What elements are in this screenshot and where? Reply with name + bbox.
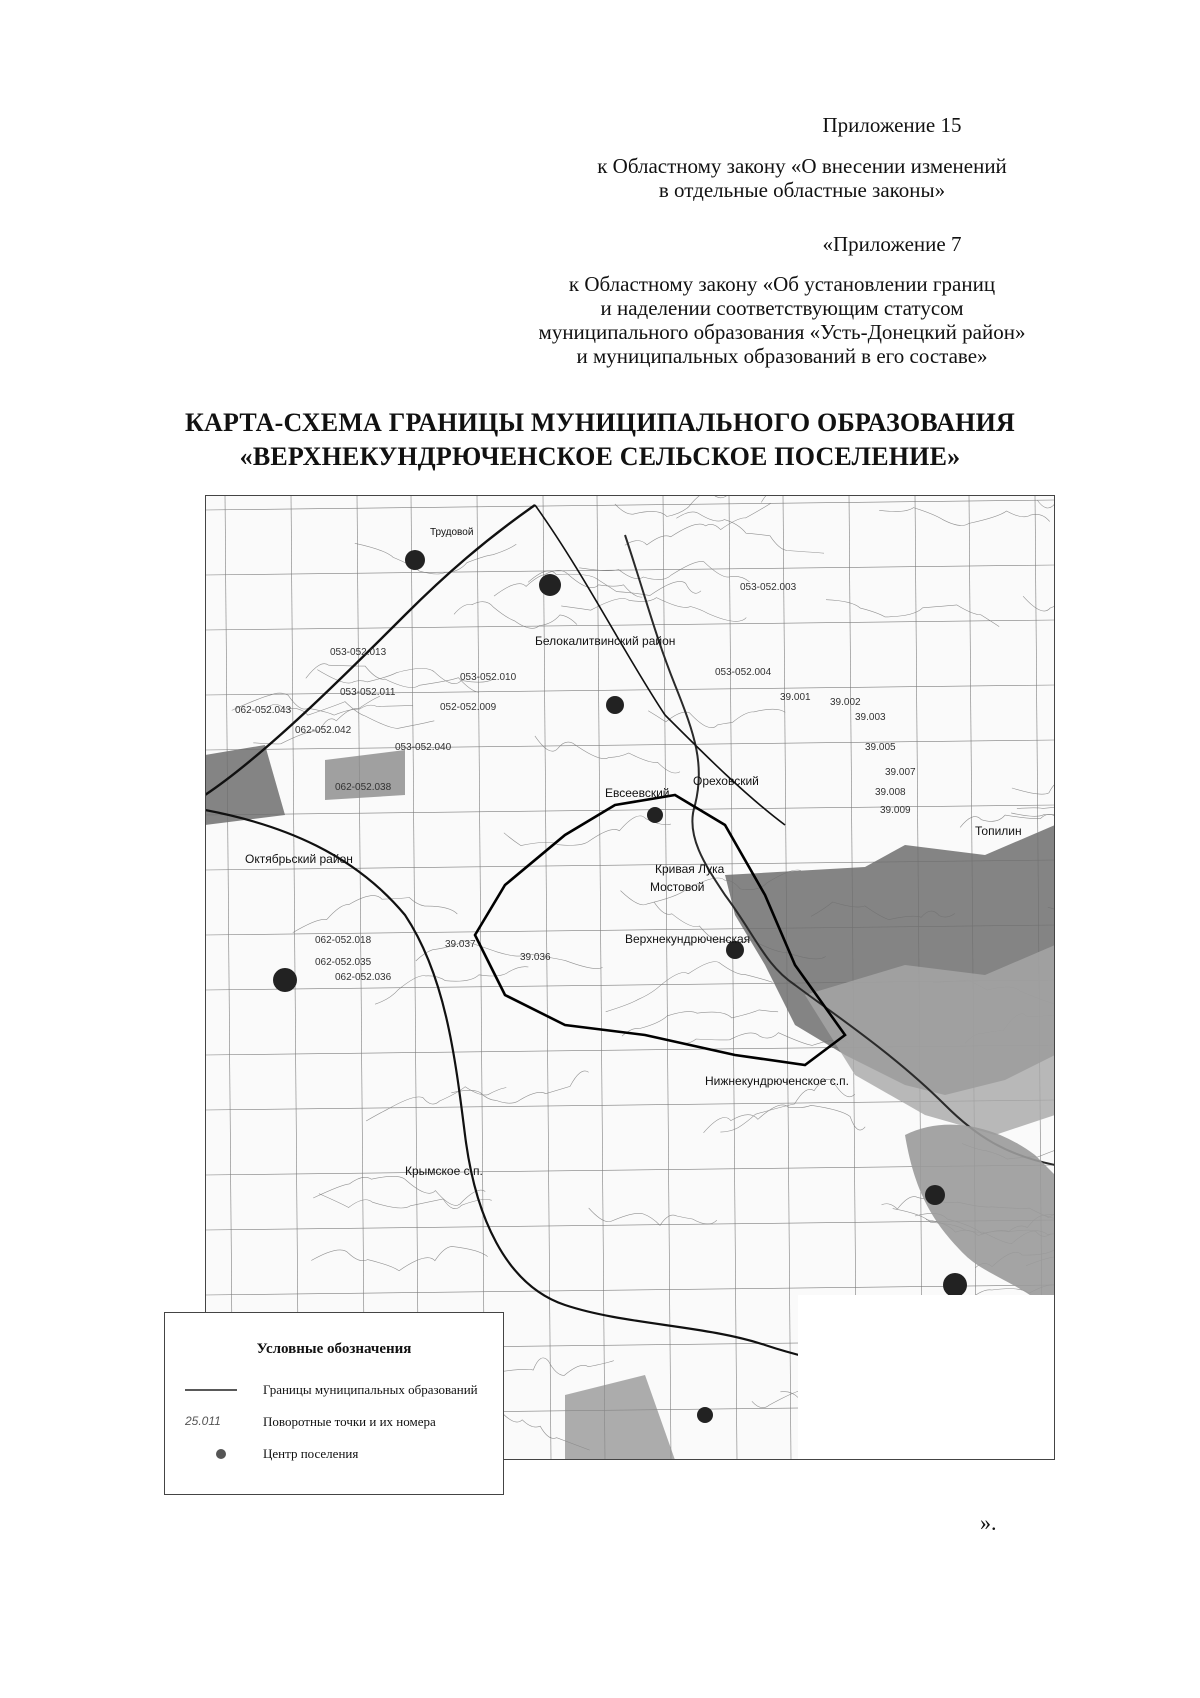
legend-label: Поворотные точки и их номера: [263, 1414, 436, 1429]
map-label: Евсеевский: [605, 786, 670, 800]
turning-point-label: 062-052.018: [315, 935, 372, 946]
turning-point-label: 053-052.011: [340, 687, 396, 698]
header-line: и наделении соответствующим статусом: [600, 296, 964, 320]
map-title-line-2: «ВЕРХНЕКУНДРЮЧЕНСКОЕ СЕЛЬСКОЕ ПОСЕЛЕНИЕ»: [239, 442, 961, 471]
settlement-marker: [606, 696, 624, 714]
turning-point-label: 062-052.038: [335, 782, 392, 793]
settlement-center-icon: [181, 1443, 241, 1465]
map-label: Верхнекундрюченская: [625, 932, 751, 946]
header-line: Приложение 15: [822, 113, 962, 137]
turning-point-label: 053-052.004: [715, 667, 772, 678]
turning-point-label: 062-052.042: [295, 725, 352, 736]
legend-item-boundary: [165, 1379, 503, 1401]
turning-point-label: 052-052.009: [440, 702, 497, 713]
appendix-number: [792, 113, 992, 137]
header-line: муниципального образования «Усть-Донецкий район»: [538, 320, 1026, 344]
header-line: «Приложение 7: [822, 232, 962, 256]
settlement-marker: [405, 550, 425, 570]
turning-point-label: 39.037: [445, 939, 476, 950]
settlement-marker: [925, 1185, 945, 1205]
map-label: Нижнекундрюченское с.п.: [705, 1074, 849, 1088]
turning-point-label: 39.003: [855, 712, 886, 723]
map-label: Ореховский: [693, 774, 759, 788]
header-line: и муниципальных образований в его составе»: [576, 344, 988, 368]
map-label: Октябрьский район: [245, 852, 353, 866]
turning-point-label: 053-052.040: [395, 742, 452, 753]
settlement-marker: [273, 968, 297, 992]
turning-point-label: 062-052.035: [315, 957, 372, 968]
legend-title: Условные обозначения: [256, 1341, 412, 1357]
turning-point-label: 39.005: [865, 742, 896, 753]
map-label: Белокалитвинский район: [535, 634, 676, 648]
header-line: к Областному закону «Об установлении границ: [568, 272, 996, 296]
turning-point-label: 053-052.013: [330, 647, 387, 658]
turning-point-label: 053-052.003: [740, 582, 797, 593]
boundary-line-icon: [181, 1379, 241, 1401]
legend-item-points: [165, 1411, 503, 1433]
turning-point-label: 39.008: [875, 787, 906, 798]
map-label: Мостовой: [650, 880, 705, 894]
header-line: в отдельные областные законы»: [658, 178, 946, 202]
settlement-marker: [697, 1407, 713, 1423]
legend-label: Центр поселения: [263, 1446, 359, 1461]
turning-point-label: 053-052.010: [460, 672, 517, 683]
turning-point-label: 39.002: [830, 697, 861, 708]
map-label: Крымское с.п.: [405, 1164, 483, 1178]
map-empty-area: [798, 1295, 1055, 1460]
turning-point-label: 39.009: [880, 805, 911, 816]
turning-point-label: 39.036: [520, 952, 551, 963]
header-line: к Областному закону «О внесении изменений: [597, 154, 1007, 178]
turning-point-label: 062-052.036: [335, 972, 392, 983]
settlement-marker: [647, 807, 663, 823]
settlement-marker: [943, 1273, 967, 1297]
map-legend: [164, 1312, 504, 1495]
turning-point-label: 39.007: [885, 767, 916, 778]
turning-point-symbol: 25.011: [185, 1414, 221, 1428]
appendix-reference: [522, 154, 1082, 202]
map-label: Кривая Лука: [655, 862, 725, 876]
legend-label: Границы муниципальных образований: [263, 1382, 478, 1397]
inner-appendix-reference: [472, 272, 1092, 368]
map-label: Топилин: [975, 824, 1022, 838]
turning-point-label: 062-052.043: [235, 705, 292, 716]
settlement-marker: [539, 574, 561, 596]
inner-appendix-number: [772, 232, 1012, 256]
turning-point-label: 39.001: [780, 692, 811, 703]
map-label: Трудовой: [430, 527, 474, 538]
map-title-line-1: КАРТА-СХЕМА ГРАНИЦЫ МУНИЦИПАЛЬНОГО ОБРАЗОВАНИЯ: [184, 408, 1015, 437]
legend-item-center: [165, 1443, 503, 1465]
closing-quote: ».: [980, 1510, 997, 1535]
